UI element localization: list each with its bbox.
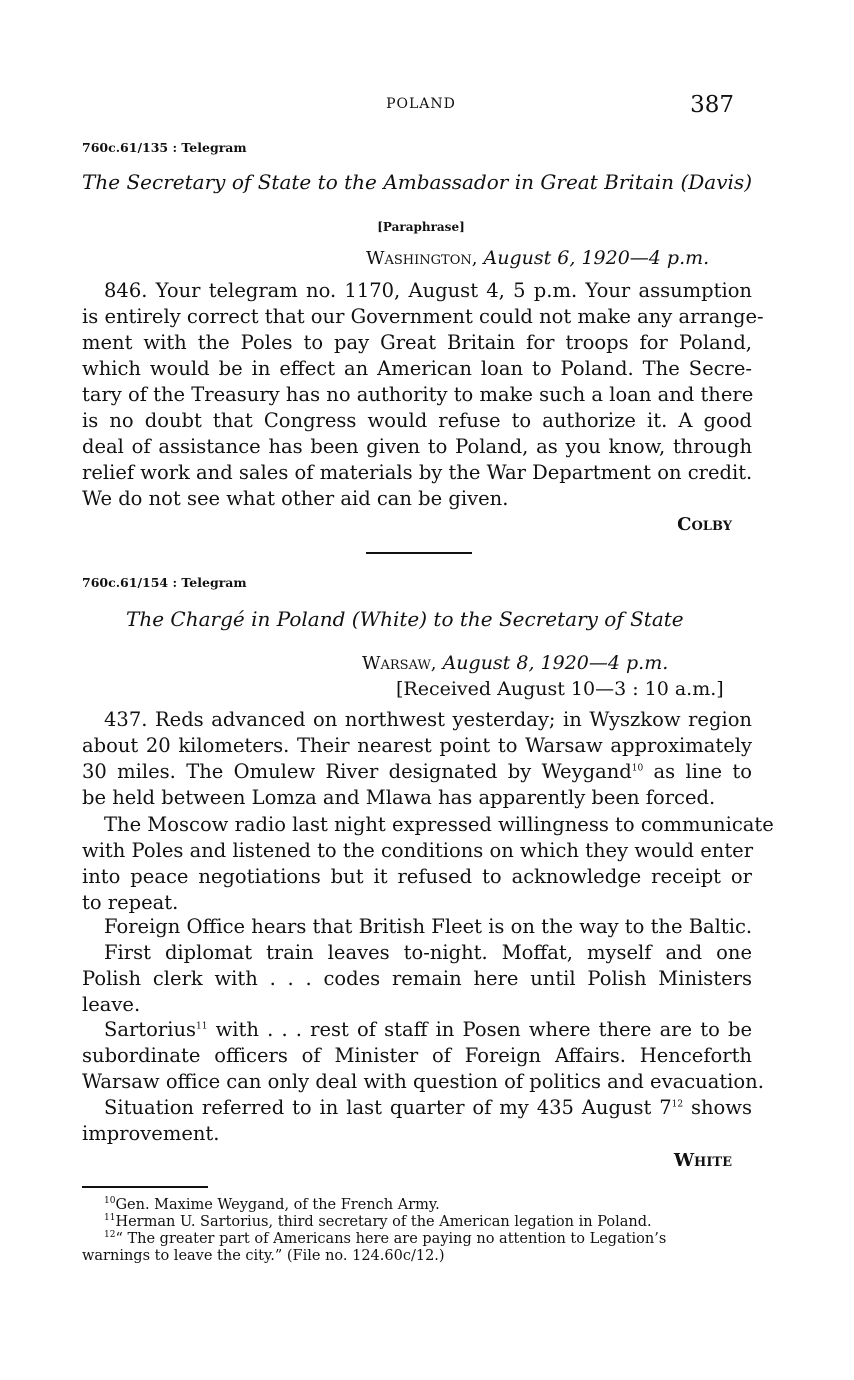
body-paragraph-6 [82, 1017, 764, 1095]
text-line: We do not see what other aid can be given. [82, 487, 509, 510]
text-line-part: as line to [643, 760, 752, 783]
text-line [82, 759, 752, 785]
text-line: Foreign Office hears that British Fleet is on the way to the Baltic. [104, 915, 753, 938]
date-2: August 8, 1920—4 p.m. [442, 652, 669, 674]
text-line [82, 1017, 752, 1043]
footnote-12 [82, 1231, 752, 1248]
footnotes [82, 1197, 752, 1265]
doc-heading-1: The Secretary of State to the Ambassador in Great Britain (Davis) [82, 170, 752, 194]
text-line: improvement. [82, 1122, 220, 1145]
text-line: into peace negotiations but it refused to acknowledge receipt or [82, 865, 752, 888]
dateline-2 [362, 652, 668, 674]
text-line: Polish clerk with . . . codes remain here until Polish Ministers [82, 967, 752, 990]
footnote-12-continued: warnings to leave the city.” (File no. 124.60c/12.) [82, 1248, 445, 1264]
place-2: Warsaw, [362, 653, 437, 674]
footnote-number: 10 [104, 1196, 116, 1207]
footnote-number: 12 [104, 1230, 116, 1241]
file-number-2: 760c.61/154 : Telegram [82, 575, 247, 590]
footnote-text: Herman U. Sartorius, third secretary of the American legation in Poland. [115, 1214, 652, 1230]
place-1: Washington, [366, 248, 478, 269]
text-line [82, 1095, 752, 1121]
text-line: First diplomat train leaves to-night. Moffat, myself and one [104, 941, 752, 964]
text-line: be held between Lomza and Mlawa has apparently been forced. [82, 786, 716, 809]
text-line: Warsaw office can only deal with question of politics and evacuation. [82, 1070, 764, 1093]
body-paragraph-5 [82, 940, 752, 1018]
text-line: to repeat. [82, 891, 179, 914]
body-paragraph-1 [82, 278, 764, 512]
text-line: which would be in effect an American loan to Poland. The Secre- [82, 357, 752, 380]
footnote-text: Gen. Maxime Weygand, of the French Army. [115, 1197, 440, 1213]
section-divider [366, 552, 472, 554]
text-line-part: shows [683, 1096, 752, 1119]
body-paragraph-4 [82, 914, 752, 940]
text-line: The Moscow radio last night expressed willingness to communicate [104, 813, 774, 836]
text-line-part: Situation referred to in last quarter of my 435 August 7 [104, 1096, 672, 1119]
text-line: 846. Your telegram no. 1170, August 4, 5 p.m. Your assumption [104, 279, 752, 302]
text-line: relief work and sales of materials by the War Department on credit. [82, 461, 753, 484]
text-line: with Poles and listened to the conditions on which they would enter [82, 839, 754, 862]
footnote-ref-10: 10 [631, 763, 644, 774]
page-number: 387 [690, 92, 734, 118]
text-line: is entirely correct that our Government could not make any arrange- [82, 305, 764, 328]
footnote-text: “ The greater part of Americans here are paying no attention to Legation’s [115, 1231, 667, 1247]
body-paragraph-3 [82, 812, 774, 916]
received-line: [Received August 10—3 : 10 a.m.] [396, 678, 724, 700]
text-line-part: 30 miles. The Omulew River designated by Weygand [82, 760, 632, 783]
paraphrase-note: [Paraphrase] [377, 220, 465, 234]
text-line: about 20 kilometers. Their nearest point to Warsaw approximately [82, 734, 752, 757]
text-line-part: Sartorius [104, 1018, 197, 1041]
running-head: POLAND [386, 96, 456, 112]
text-line: leave. [82, 993, 141, 1016]
dateline-1 [366, 247, 709, 269]
body-paragraph-2 [82, 707, 752, 811]
text-line: ment with the Poles to pay Great Britain for troops for Poland, [82, 331, 752, 354]
signature-1: Colby [677, 514, 732, 535]
footnote-ref-12: 12 [671, 1099, 684, 1110]
file-number-1: 760c.61/135 : Telegram [82, 140, 247, 155]
text-line: subordinate officers of Minister of Foreign Affairs. Henceforth [82, 1044, 752, 1067]
text-line: tary of the Treasury has no authority to make such a loan and there [82, 383, 754, 406]
footnote-rule [82, 1186, 208, 1188]
body-paragraph-7 [82, 1095, 752, 1147]
text-line: is no doubt that Congress would refuse to authorize it. A good [82, 409, 752, 432]
footnote-10 [82, 1197, 752, 1214]
text-line-part: with . . . rest of staff in Posen where there are to be [207, 1018, 752, 1041]
signature-2: White [673, 1150, 732, 1171]
text-line: deal of assistance has been given to Poland, as you know, through [82, 435, 752, 458]
date-1: August 6, 1920—4 p.m. [483, 247, 710, 269]
doc-heading-2: The Chargé in Poland (White) to the Secretary of State [126, 607, 684, 631]
footnote-number: 11 [104, 1213, 116, 1224]
text-line: 437. Reds advanced on northwest yesterday; in Wyszkow region [104, 708, 752, 731]
footnote-ref-11: 11 [196, 1021, 208, 1032]
footnote-11 [82, 1214, 752, 1231]
